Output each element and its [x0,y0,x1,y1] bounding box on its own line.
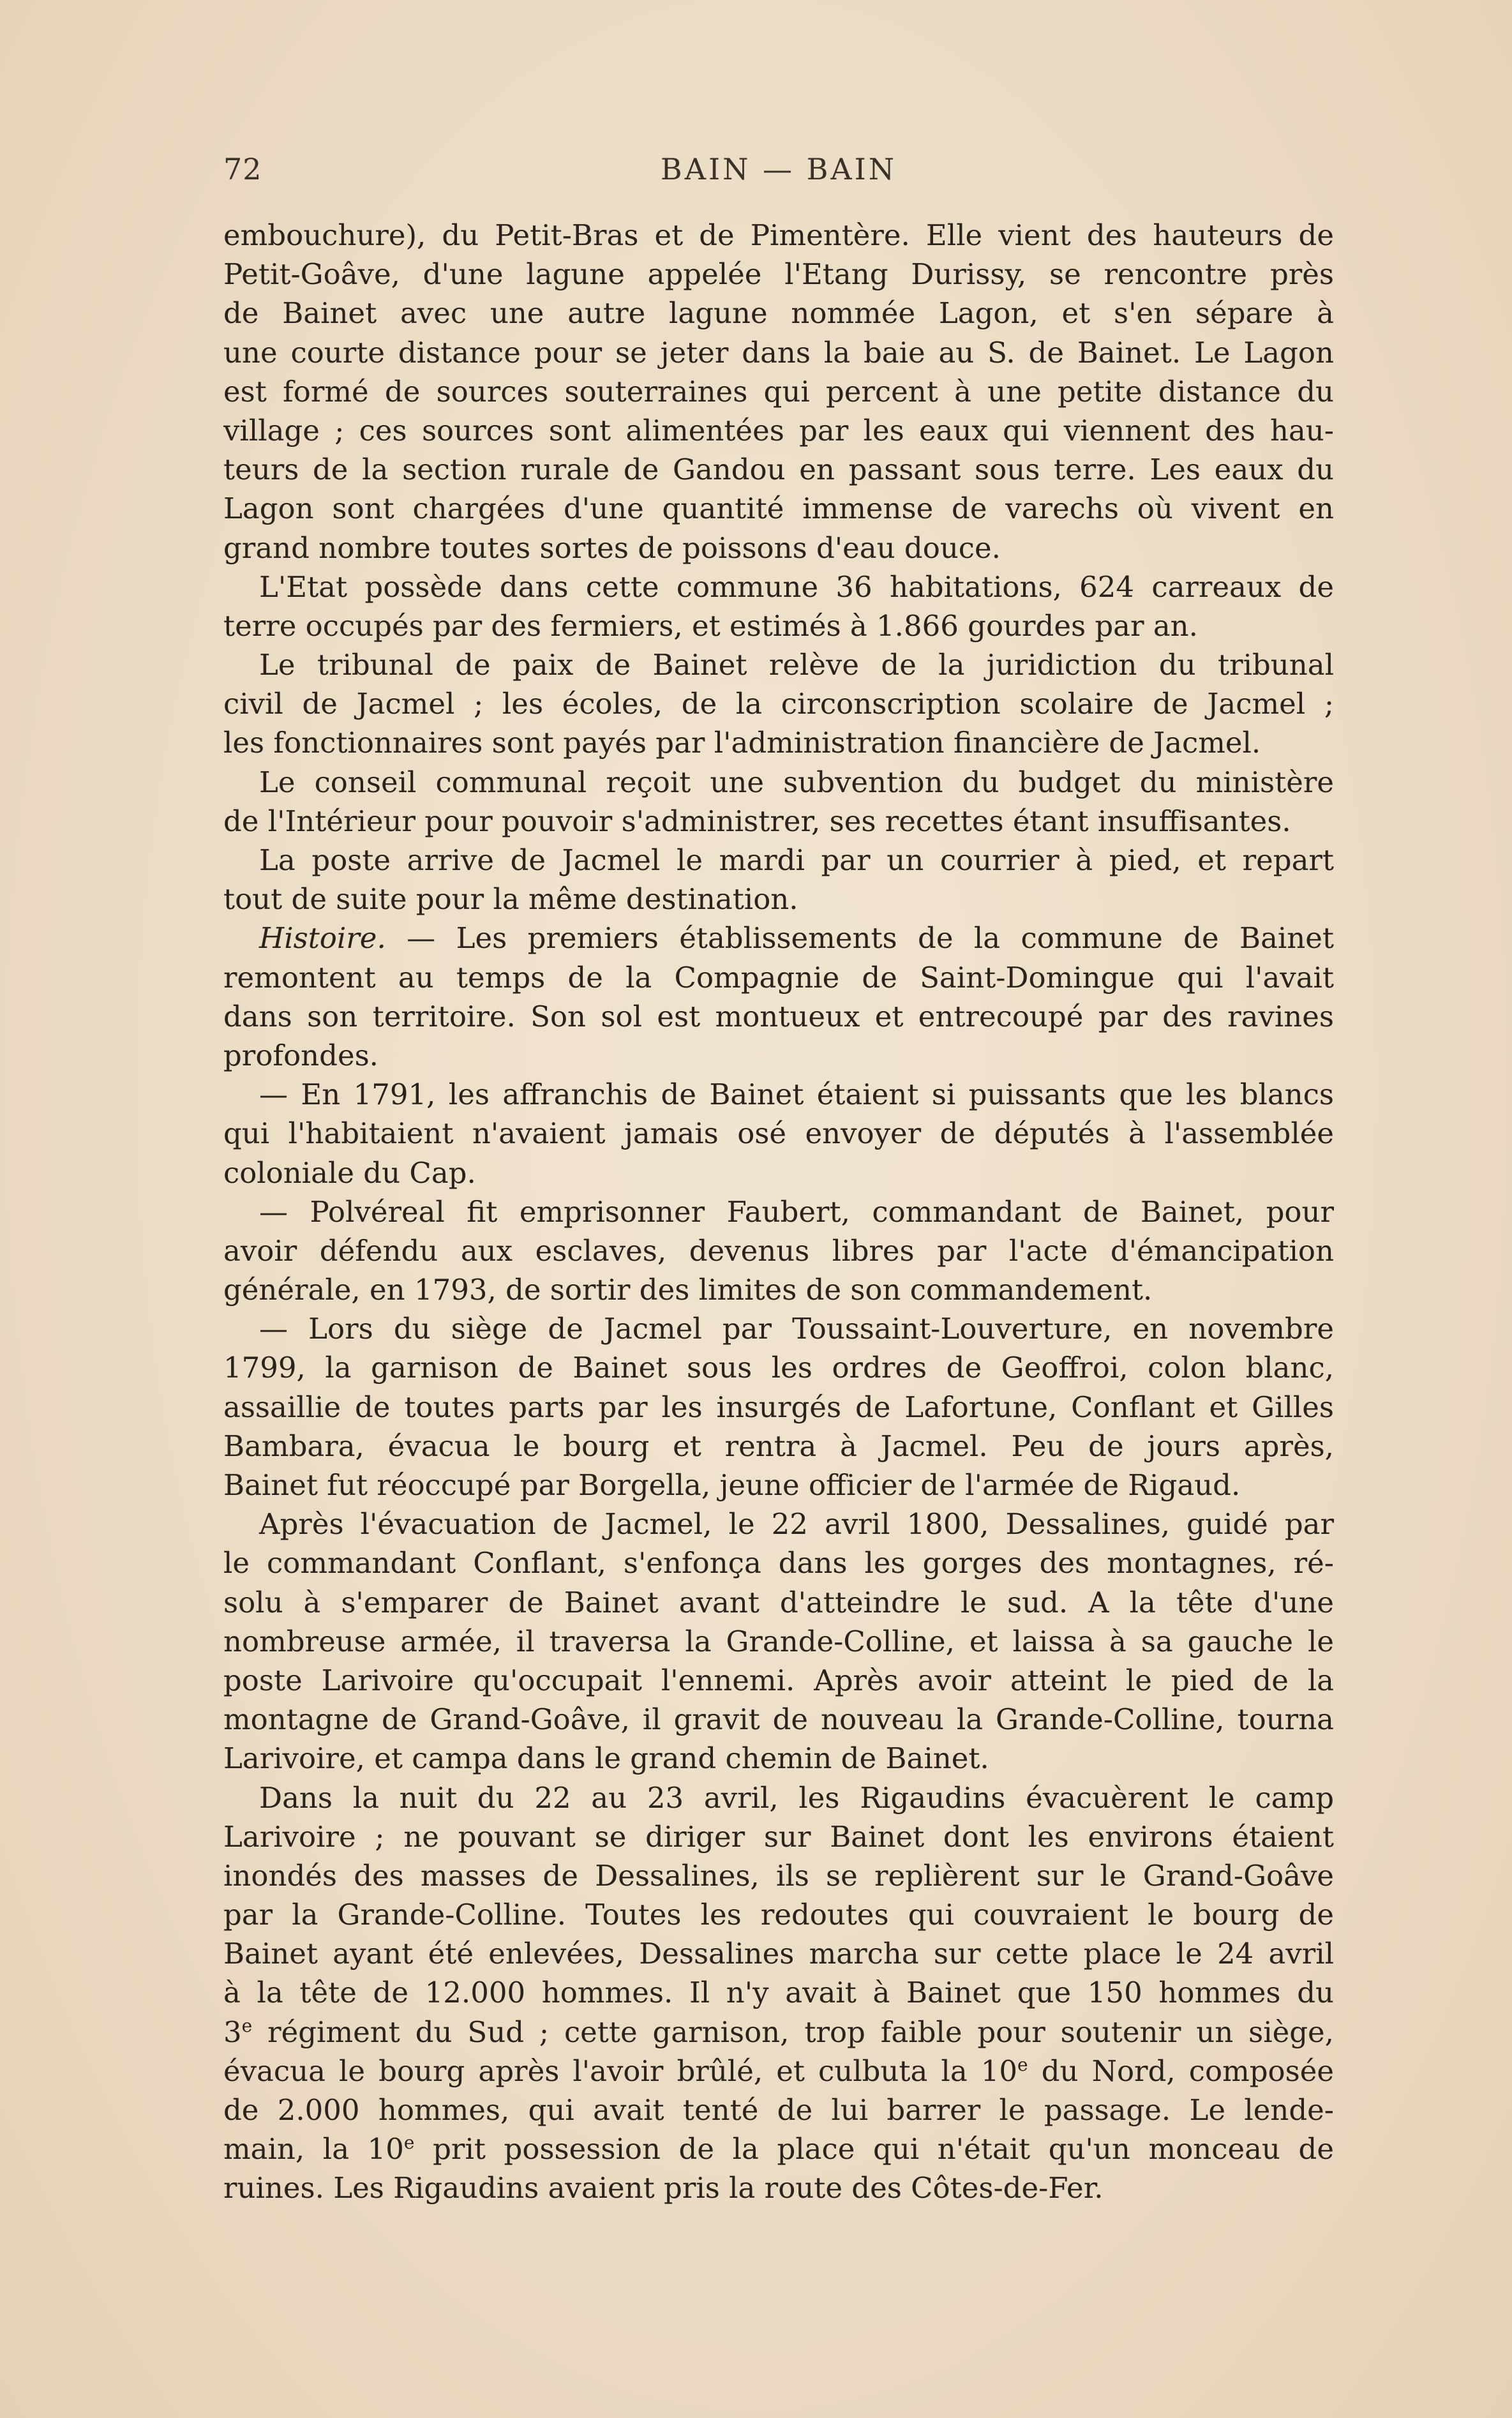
text-line: L'Etat possède dans cette commune 36 habitations, 624 carreaux de [259,569,1334,604]
text-line: Bambara, évacua le bourg et rentra à Jacmel. Peu de jours après, [223,1429,1334,1463]
text-line: Le tribunal de paix de Bainet relève de la juridiction du tribunal [259,648,1334,682]
ordinal-superscript: e [1017,2054,1028,2075]
text-line: est formé de sources souterraines qui percent à une petite distance du [223,374,1334,409]
text-line: Après l'évacuation de Jacmel, le 22 avril 1800, Dessalines, guidé par [259,1507,1334,1542]
running-title: BAIN — BAIN [660,152,897,186]
text-line: remontent au temps de la Compagnie de Saint-Domingue qui l'avait [223,960,1334,995]
text-line: solu à s'emparer de Bainet avant d'atteindre le sud. A la tête d'une [223,1585,1334,1619]
text-line: Lagon sont chargées d'une quantité immense de varechs où vivent en [223,492,1334,526]
page-number: 72 [223,152,262,186]
text-line: à la tête de 12.000 hommes. Il n'y avait à Bainet que 150 hommes du [223,1976,1334,2010]
text-line: village ; ces sources sont alimentées par les eaux qui viennent des hau- [223,413,1334,447]
ordinal-superscript: e [241,2015,253,2036]
text-line: teurs de la section rurale de Gandou en passant sous terre. Les eaux du [223,453,1334,487]
text-line: tout de suite pour la même destination. [223,882,798,917]
text-line: embouchure), du Petit-Bras et de Pimentère. Elle vient des hauteurs de [223,218,1334,252]
text-run: du Nord, composée [1028,2054,1334,2088]
text-line: Bainet fut réoccupé par Borgella, jeune officier de l'armée de Rigaud. [223,1468,1241,1502]
text-line: une courte distance pour se jeter dans la baie au S. de Bainet. Le Lagon [223,335,1334,370]
ordinal-superscript: e [403,2132,415,2154]
text-line: générale, en 1793, de sortir des limites de son commandement. [223,1273,1153,1307]
text-run: prit possession de la place qui n'était qu'un monceau de [414,2132,1334,2166]
text-line: poste Larivoire qu'occupait l'ennemi. Après avoir atteint le pied de la [223,1663,1334,1697]
body-text [223,216,1334,2208]
text-line: civil de Jacmel ; les écoles, de la circonscription scolaire de Jacmel ; [223,687,1334,721]
text-line: le commandant Conflant, s'enfonça dans les gorges des montagnes, ré- [223,1546,1334,1581]
text-line: — Lors du siège de Jacmel par Toussaint-Louverture, en novembre [259,1312,1334,1346]
text-line: assaillie de toutes parts par les insurgés de Lafortune, Conflant et Gilles [223,1390,1334,1424]
text-line: ruines. Les Rigaudins avaient pris la route des Côtes-de-Fer. [223,2171,1104,2205]
text-line: Petit-Goâve, d'une lagune appelée l'Etang Durissy, se rencontre près [223,257,1334,292]
text-line: 1799, la garnison de Bainet sous les ordres de Geoffroi, colon blanc, [223,1351,1334,1385]
text-line: Larivoire ; ne pouvant se diriger sur Bainet dont les environs étaient [223,1819,1334,1854]
text-line [223,2052,1334,2091]
text-line: de 2.000 hommes, qui avait tenté de lui barrer le passage. Le lende- [223,2093,1334,2127]
text-line: de Bainet avec une autre lagune nommée Lagon, et s'en sépare à [223,296,1334,331]
text-line: profondes. [223,1038,378,1072]
text-line [223,2013,1334,2052]
text-run: — Les premiers établissements de la commune de Bainet [385,921,1334,956]
text-line [223,2129,1334,2168]
text-run: main, la 10 [223,2132,404,2166]
text-line: Le conseil communal reçoit une subvention du budget du ministère [259,765,1334,799]
text-line: terre occupés par des fermiers, et estimés à 1.866 gourdes par an. [223,608,1198,643]
text-line: avoir défendu aux esclaves, devenus libres par l'acte d'émancipation [223,1233,1334,1268]
text-run: évacua le bourg après l'avoir brûlé, et culbuta la 10 [223,2054,1018,2088]
text-line: Bainet ayant été enlevées, Dessalines marcha sur cette place le 24 avril [223,1937,1334,1971]
text-run: régiment du Sud ; cette garnison, trop faible pour soutenir un siège, [252,2015,1334,2049]
text-line: Dans la nuit du 22 au 23 avril, les Rigaudins évacuèrent le camp [259,1780,1334,1815]
section-heading: Histoire. [259,921,386,956]
text-line: nombreuse armée, il traversa la Grande-Colline, et laissa à sa gauche le [223,1624,1334,1658]
running-head [223,152,1334,197]
text-line: montagne de Grand-Goâve, il gravit de nouveau la Grande-Colline, tourna [223,1702,1334,1737]
text-line: Larivoire, et campa dans le grand chemin de Bainet. [223,1741,989,1776]
text-line: par la Grande-Colline. Toutes les redoutes qui couvraient le bourg de [223,1898,1334,1932]
text-line: coloniale du Cap. [223,1155,476,1190]
text-run: 3 [223,2015,242,2049]
text-line: inondés des masses de Dessalines, ils se replièrent sur le Grand-Goâve [223,1858,1334,1893]
text-line: dans son territoire. Son sol est montueux et entrecoupé par des ravines [223,999,1334,1033]
text-line: de l'Intérieur pour pouvoir s'administrer, ses recettes étant insuffisantes. [223,804,1291,838]
text-line [223,919,1334,957]
text-line: — Polvéreal fit emprisonner Faubert, commandant de Bainet, pour [259,1194,1334,1229]
text-line: les fonctionnaires sont payés par l'administration financière de Jacmel. [223,726,1261,760]
text-line: La poste arrive de Jacmel le mardi par un courrier à pied, et repart [259,843,1334,877]
text-line: grand nombre toutes sortes de poissons d'eau douce. [223,530,1001,565]
text-line: — En 1791, les affranchis de Bainet étaient si puissants que les blancs [259,1078,1334,1112]
text-line: qui l'habitaient n'avaient jamais osé envoyer de députés à l'assemblée [223,1116,1334,1151]
